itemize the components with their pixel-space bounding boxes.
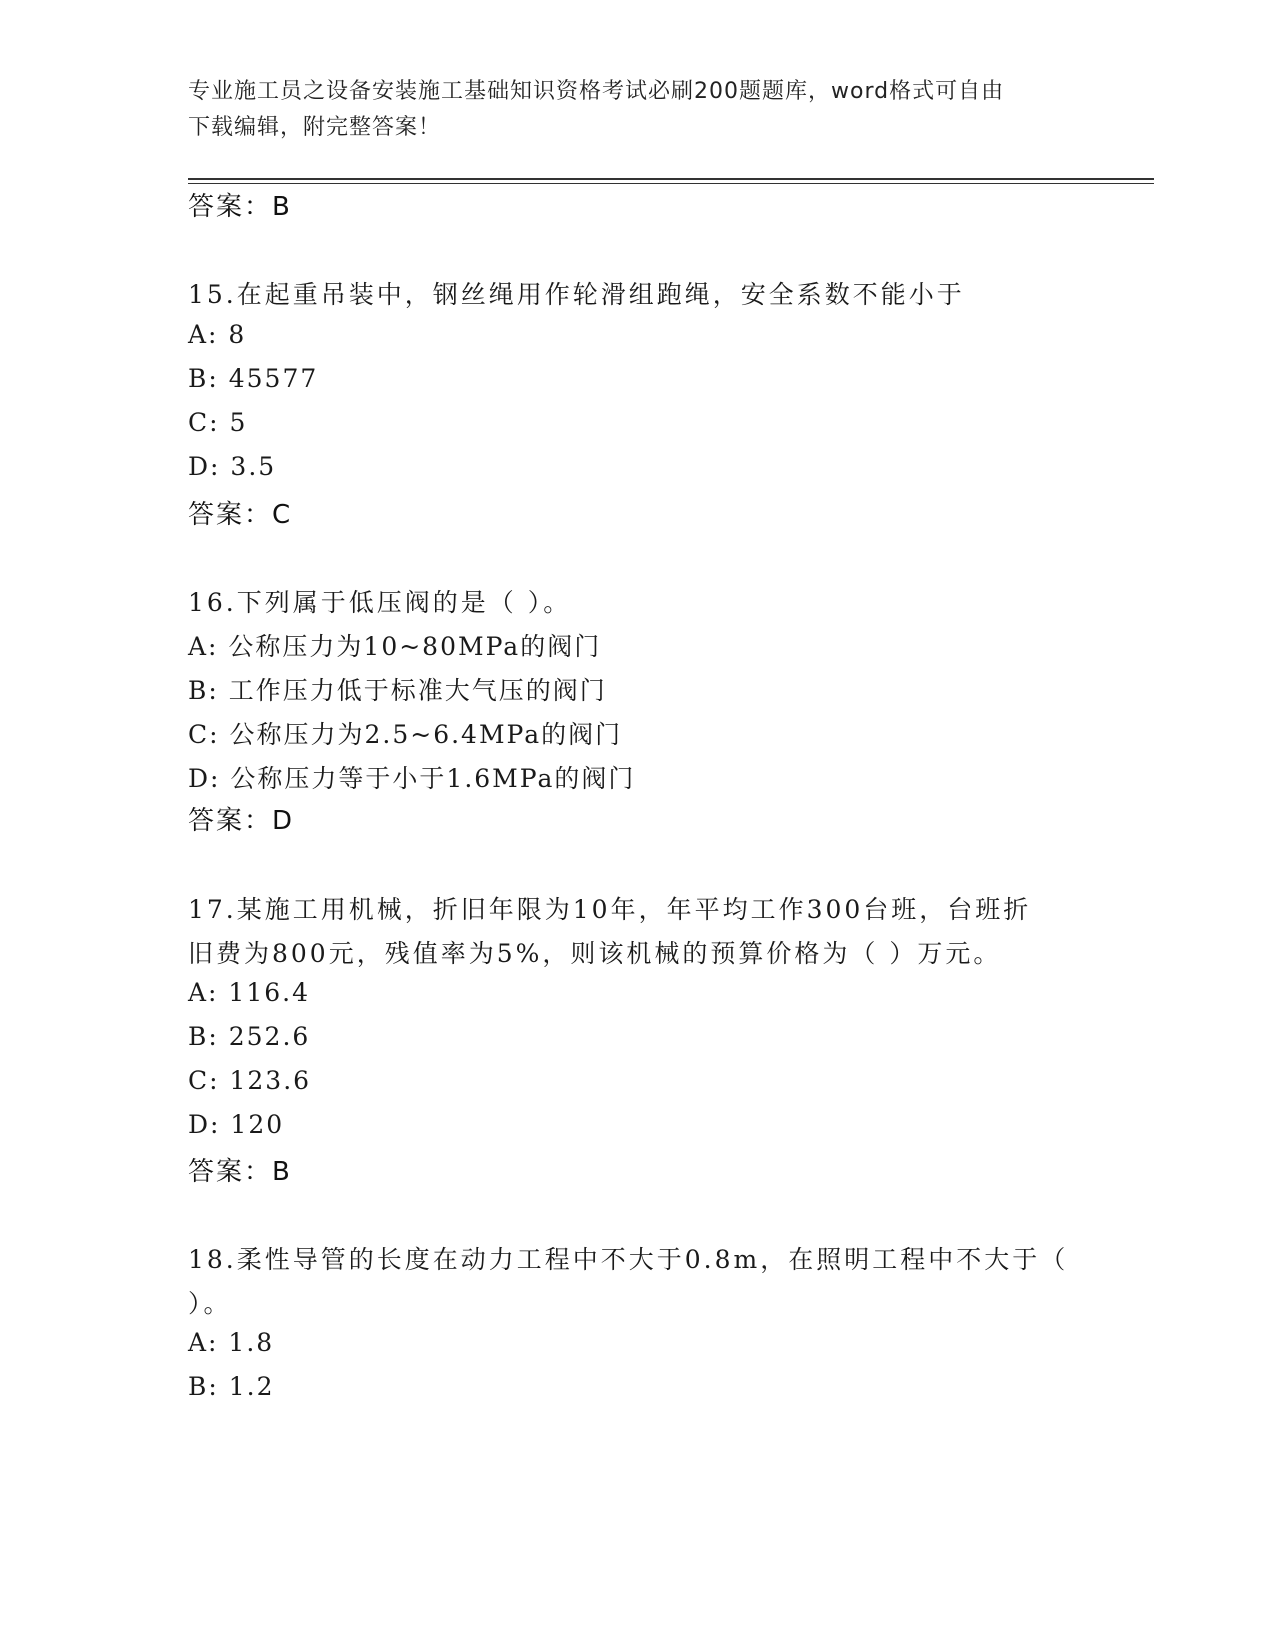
- answer-line: 答案：B: [188, 192, 292, 222]
- question-stem: 16.下列属于低压阀的是（ ）。: [188, 588, 572, 617]
- question-stem-line-2: ）。: [188, 1289, 232, 1318]
- header-rule-thick: [188, 178, 1154, 180]
- header-line-2: 下载编辑，附完整答案！: [188, 115, 442, 140]
- option-b: B: 45577: [188, 364, 319, 393]
- option-c: C: 公称压力为2.5~6.4MPa的阀门: [188, 720, 623, 749]
- option-a: A: 公称压力为10~80MPa的阀门: [188, 632, 602, 661]
- header-rule-thin: [188, 183, 1154, 184]
- question-stem-line-1: 17.某施工用机械，折旧年限为10年，年平均工作300台班，台班折: [188, 895, 1032, 924]
- option-b: B: 工作压力低于标准大气压的阀门: [188, 676, 607, 705]
- option-d: D: 3.5: [188, 452, 277, 481]
- option-a: A: 116.4: [188, 978, 310, 1007]
- question-stem-line-1: 18.柔性导管的长度在动力工程中不大于0.8m，在照明工程中不大于（: [188, 1245, 1069, 1274]
- answer-line: 答案：D: [188, 806, 295, 836]
- option-c: C: 123.6: [188, 1066, 312, 1095]
- header-line-1: 专业施工员之设备安装施工基础知识资格考试必刷200题题库，word格式可自由: [188, 79, 1005, 104]
- option-d: D: 公称压力等于小于1.6MPa的阀门: [188, 764, 636, 793]
- question-stem: 15.在起重吊装中，钢丝绳用作轮滑组跑绳，安全系数不能小于: [188, 280, 965, 309]
- question-stem-line-2: 旧费为800元，残值率为5%，则该机械的预算价格为（ ）万元。: [188, 939, 1002, 968]
- option-b: B: 1.2: [188, 1372, 275, 1401]
- option-b: B: 252.6: [188, 1022, 311, 1051]
- option-d: D: 120: [188, 1110, 285, 1139]
- option-a: A: 1.8: [188, 1328, 275, 1357]
- option-c: C: 5: [188, 408, 248, 437]
- page-header: [188, 74, 1088, 146]
- option-a: A: 8: [188, 320, 247, 349]
- answer-line: 答案：B: [188, 1157, 292, 1187]
- answer-line: 答案：C: [188, 500, 293, 530]
